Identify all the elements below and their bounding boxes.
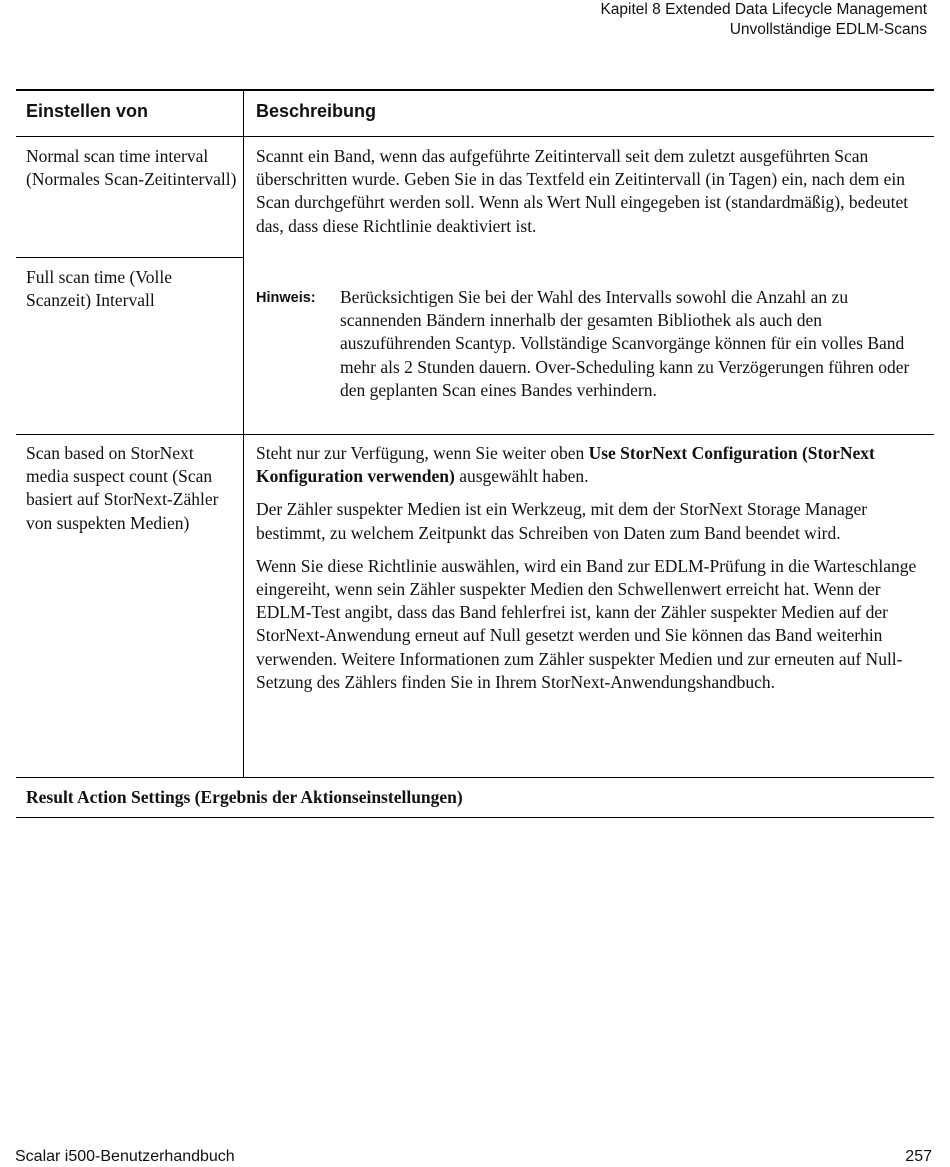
note-block [256, 286, 926, 402]
column-header-setting: Einstellen von [26, 101, 149, 121]
column-header-description: Beschreibung [256, 101, 377, 121]
table-bottom-rule [16, 817, 934, 818]
page-number: 257 [905, 1148, 932, 1165]
table-top-rule [16, 89, 934, 91]
header-rule [16, 136, 934, 137]
stornext-description [256, 442, 924, 694]
setting-stornext-count: Scan based on StorNext media suspect count (Scan basiert auf StorNext-Zähler von suspekten Medien) [26, 443, 219, 533]
row-divider-left [16, 257, 243, 258]
note-text: Berücksichtigen Sie bei der Wahl des Intervalls sowohl die Anzahl an zu scannenden Bändern innerhalb der gesamten Bibliothek als auch den auszuführenden Scantyp. Vollständige Scanvorgänge können für ein volles Band mehr als 2 Stunden dauern. Over-Scheduling kann zu Verzögerungen führen oder den geplanten Scan eines Bandes verhindern. [340, 287, 910, 400]
note-label: Hinweis: [256, 290, 316, 306]
result-action-settings-row: Result Action Settings (Ergebnis der Aktionseinstellungen) [26, 787, 463, 807]
setting-normal-interval: Normal scan time interval (Normales Scan-Zeitintervall) [26, 146, 237, 190]
stornext-counter-info: Der Zähler suspekter Medien ist ein Werkzeug, mit dem der StorNext Storage Manager bestimmt, zu welchem Zeitpunkt das Schreiben von Daten zum Band beendet wird. [256, 499, 868, 543]
manual-title: Scalar i500-Benutzerhandbuch [15, 1148, 235, 1165]
stornext-availability: Steht nur zur Verfügung, wenn Sie weiter oben Use StorNext Configuration (StorNext Konfiguration verwenden) ausgewählt haben. [256, 443, 875, 487]
chapter-title: Kapitel 8 Extended Data Lifecycle Management [600, 1, 927, 18]
interval-description: Scannt ein Band, wenn das aufgeführte Zeitintervall seit dem zuletzt ausgeführten Scan überschritten wurde. Geben Sie in das Textfeld ein Zeitintervall (in Tagen) ein, nach dem ein Scan durchgeführt werden soll. Wenn als Wert Null eingegeben ist (standardmäßig), bedeutet das, dass diese Richtlinie deaktiviert ist. [256, 146, 909, 236]
running-header [600, 0, 927, 40]
stornext-policy-info: Wenn Sie diese Richtlinie auswählen, wird ein Band zur EDLM-Prüfung in die Warteschlange eingereiht, wenn sein Zähler suspekter Medien den Schwellenwert erreicht hat. Wenn der EDLM-Test angibt, dass das Band fehlerfrei ist, kann der Zähler suspekter Medien auf der StorNext-Anwendung erneut auf Null gesetzt werden und Sie können das Band weiterhin verwenden. Weitere Informationen zum Zähler suspekter Medien und zur erneuten auf Null-Setzung des Zählers finden Sie in Ihrem StorNext-Anwendungshandbuch. [256, 555, 917, 692]
row-rule-2 [16, 434, 934, 435]
setting-full-scan: Full scan time (Volle Scanzeit) Intervall [26, 267, 172, 311]
section-title: Unvollständige EDLM-Scans [729, 21, 927, 38]
row-rule-3 [16, 777, 934, 778]
use-stornext-config-label: Use StorNext Configuration (StorNext Konfiguration verwenden) [256, 443, 875, 487]
